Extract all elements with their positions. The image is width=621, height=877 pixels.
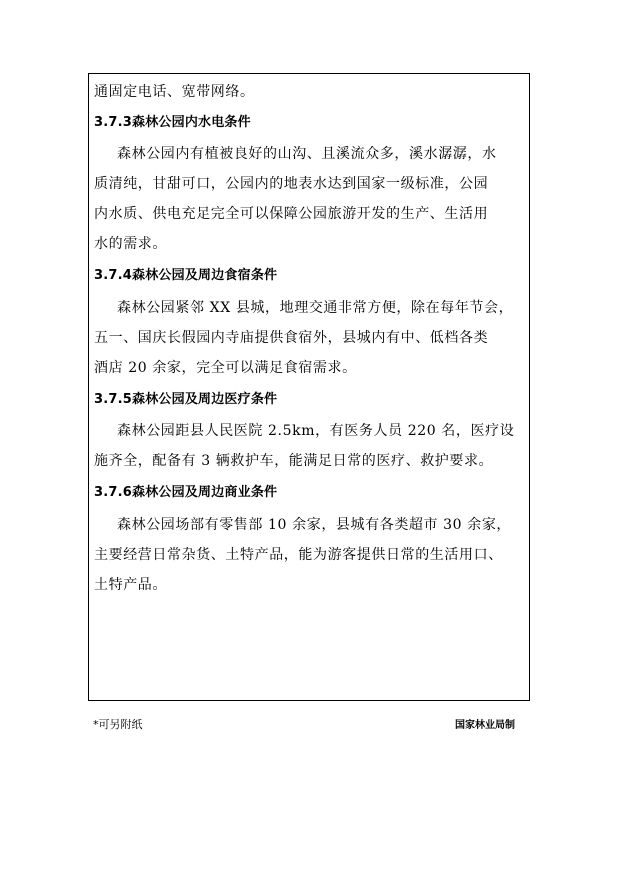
footer-note: *可另附纸 (93, 718, 143, 731)
paragraph-line: 土特产品。 (94, 577, 167, 593)
continuation-text: 通固定电话、宽带网络。 (94, 84, 255, 100)
footer-publisher: 国家林业局制 (455, 720, 515, 731)
paragraph-line: 森林公园内有植被良好的山沟、且溪流众多，溪水潺潺，水 (117, 146, 497, 162)
section-heading-3-7-5: 3.7.5森林公园及周边医疗条件 (94, 392, 278, 407)
paragraph-line: 森林公园紧邻 XX 县城，地理交通非常方便，除在每年节会， (117, 300, 514, 316)
paragraph-line: 森林公园场部有零售部 10 余家，县城有各类超市 30 余家， (117, 517, 512, 533)
paragraph-line: 水的需求。 (94, 236, 167, 252)
paragraph-line: 主要经营日常杂货、土特产品，能为游客提供日常的生活用口、 (94, 547, 503, 563)
section-heading-3-7-6: 3.7.6森林公园及周边商业条件 (94, 485, 278, 500)
paragraph-line: 施齐全，配备有 3 辆救护车，能满足日常的医疗、救护要求。 (94, 453, 494, 469)
paragraph-line: 质清纯，甘甜可口，公园内的地表水达到国家一级标准，公园 (94, 176, 489, 192)
paragraph-line: 森林公园距县人民医院 2.5km，有医务人员 220 名，医疗设 (117, 423, 515, 439)
form-border (88, 73, 530, 701)
paragraph-line: 酒店 20 余家，完全可以满足食宿需求。 (94, 360, 357, 376)
section-heading-3-7-4: 3.7.4森林公园及周边食宿条件 (94, 268, 278, 283)
paragraph-line: 五一、国庆长假园内寺庙提供食宿外，县城内有中、低档各类 (94, 330, 489, 346)
paragraph-line: 内水质、供电充足完全可以保障公园旅游开发的生产、生活用 (94, 206, 489, 222)
section-heading-3-7-3: 3.7.3森林公园内水电条件 (94, 115, 251, 130)
